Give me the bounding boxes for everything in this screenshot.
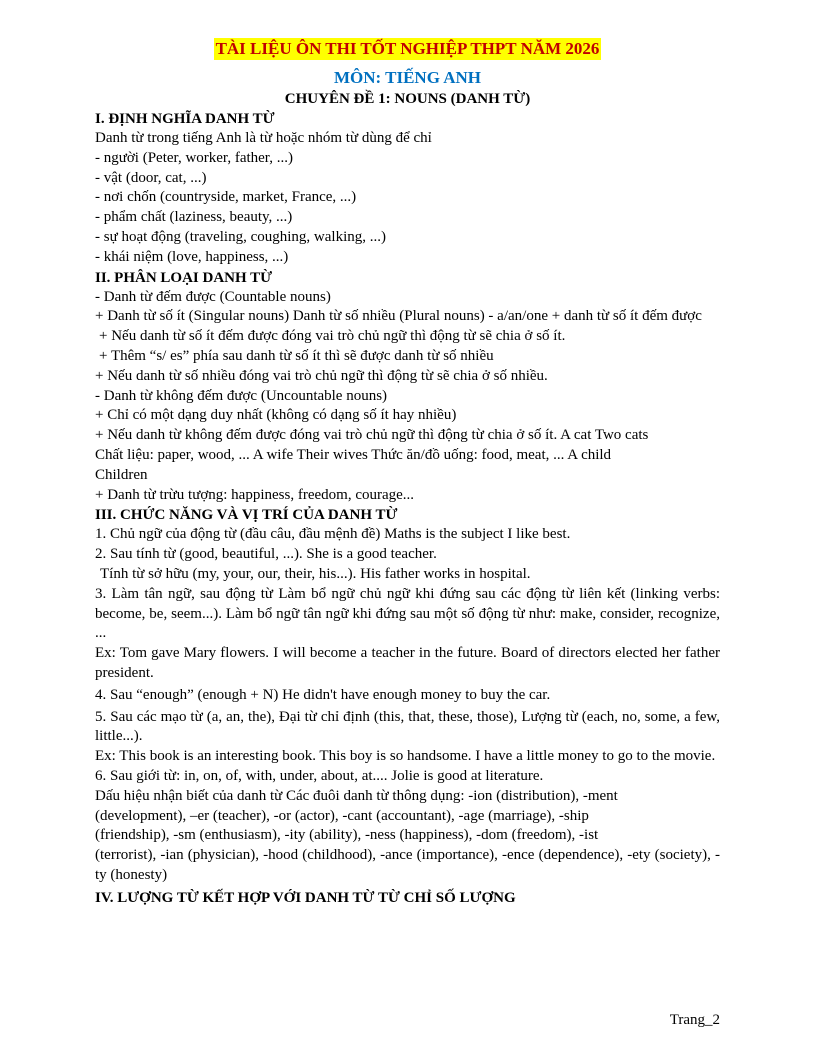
list-item: - khái niệm (love, happiness, ...) — [95, 248, 289, 265]
text-line: 6. Sau giới từ: in, on, of, with, under, about, at.... Jolie is good at literature. — [95, 767, 544, 784]
document-page — [95, 38, 720, 908]
text-line: + Nếu danh từ số nhiều đóng vai trò chủ ngữ thì động từ sẽ chia ở số nhiều. — [95, 367, 548, 384]
text-line: + Thêm “s/ es” phía sau danh từ số ít thì sẽ được danh từ số nhiều — [99, 347, 494, 364]
subject-title: MÔN: TIẾNG ANH — [333, 68, 482, 87]
text-paragraph: (terrorist), -ian (physician), -hood (childhood), -ance (importance), -ence (dependence), -ety (society), -ty (honesty) — [95, 847, 720, 883]
document-title: TÀI LIỆU ÔN THI TỐT NGHIỆP THPT NĂM 2026 — [215, 39, 600, 58]
page-number: Trang_2 — [669, 1012, 720, 1028]
text-line: 2. Sau tính từ (good, beautiful, ...). She is a good teacher. — [95, 546, 437, 563]
example-paragraph: Ex: This book is an interesting book. This boy is so handsome. I have a little money to go to the movie. — [95, 748, 716, 765]
text-line: Danh từ trong tiếng Anh là từ hoặc nhóm từ dùng để chỉ — [95, 130, 432, 146]
section-heading-classification: II. PHÂN LOẠI DANH TỪ — [95, 269, 273, 286]
example-paragraph: Ex: Tom gave Mary flowers. I will become a teacher in the future. Board of directors elected her father president. — [95, 645, 720, 681]
text-line: + Chỉ có một dạng duy nhất (không có dạng số ít hay nhiều) — [95, 407, 457, 424]
list-item: - vật (door, cat, ...) — [95, 169, 207, 186]
text-paragraph: 3. Làm tân ngữ, sau động từ Làm bổ ngữ chủ ngữ khi đứng sau các động từ liên kết (linking verbs: become, be, seem...). Làm bổ ngữ tân ngữ khi đứng sau một số động từ như: make, consider, recognize, ... — [95, 585, 720, 642]
list-item: - người (Peter, worker, father, ...) — [95, 149, 293, 166]
list-item: - phẩm chất (laziness, beauty, ...) — [95, 209, 293, 226]
text-line: Dấu hiệu nhận biết của danh từ Các đuôi danh từ thông dụng: -ion (distribution), -ment — [95, 787, 618, 804]
text-line: + Nếu danh từ số ít đếm được đóng vai trò chủ ngữ thì động từ sẽ chia ở số ít. — [99, 328, 566, 345]
text-line: + Nếu danh từ không đếm được đóng vai trò chủ ngữ thì động từ chia ở số ít. A cat Two cats — [95, 427, 649, 444]
text-line: 4. Sau “enough” (enough + N) He didn't have enough money to buy the car. — [95, 686, 551, 703]
list-item: - nơi chốn (countryside, market, France, ...) — [95, 189, 357, 206]
topic-title: CHUYÊN ĐỀ 1: NOUNS (DANH TỪ) — [284, 91, 531, 107]
text-line: Children — [95, 466, 148, 483]
text-paragraph: 5. Sau các mạo từ (a, an, the), Đại từ chỉ định (this, that, these, those), Lượng từ (each, no, some, a few, little...). — [95, 708, 720, 745]
title-block — [95, 38, 720, 64]
text-line: + Danh từ trừu tượng: happiness, freedom, courage... — [95, 486, 415, 503]
text-line: - Danh từ không đếm được (Uncountable nouns) — [95, 387, 388, 404]
text-line: - Danh từ đếm được (Countable nouns) — [95, 288, 331, 305]
section-heading-function: III. CHỨC NĂNG VÀ VỊ TRÍ CỦA DANH TỪ — [95, 507, 398, 524]
text-paragraph: + Danh từ số ít (Singular nouns) Danh từ số nhiều (Plural nouns) - a/an/one + danh từ số ít đếm được — [95, 308, 702, 325]
text-line: Tính từ sở hữu (my, your, our, their, his...). His father works in hospital. — [100, 565, 531, 582]
text-line: (friendship), -sm (enthusiasm), -ity (ability), -ness (happiness), -dom (freedom), -ist — [95, 827, 599, 844]
text-line: Chất liệu: paper, wood, ... A wife Their wives Thức ăn/đồ uống: food, meat, ... A child — [95, 446, 612, 463]
section-heading-quantifiers: IV. LƯỢNG TỪ KẾT HỢP VỚI DANH TỪ TỪ CHỈ SỐ LƯỢNG — [95, 889, 516, 906]
list-item: - sự hoạt động (traveling, coughing, walking, ...) — [95, 228, 386, 245]
text-line: 1. Chủ ngữ của động từ (đầu câu, đầu mệnh đề) Maths is the subject I like best. — [95, 526, 571, 543]
text-line: (development), –er (teacher), -or (actor), -cant (accountant), -age (marriage), -ship — [95, 807, 589, 824]
section-heading-definition: I. ĐỊNH NGHĨA DANH TỪ — [95, 111, 275, 127]
